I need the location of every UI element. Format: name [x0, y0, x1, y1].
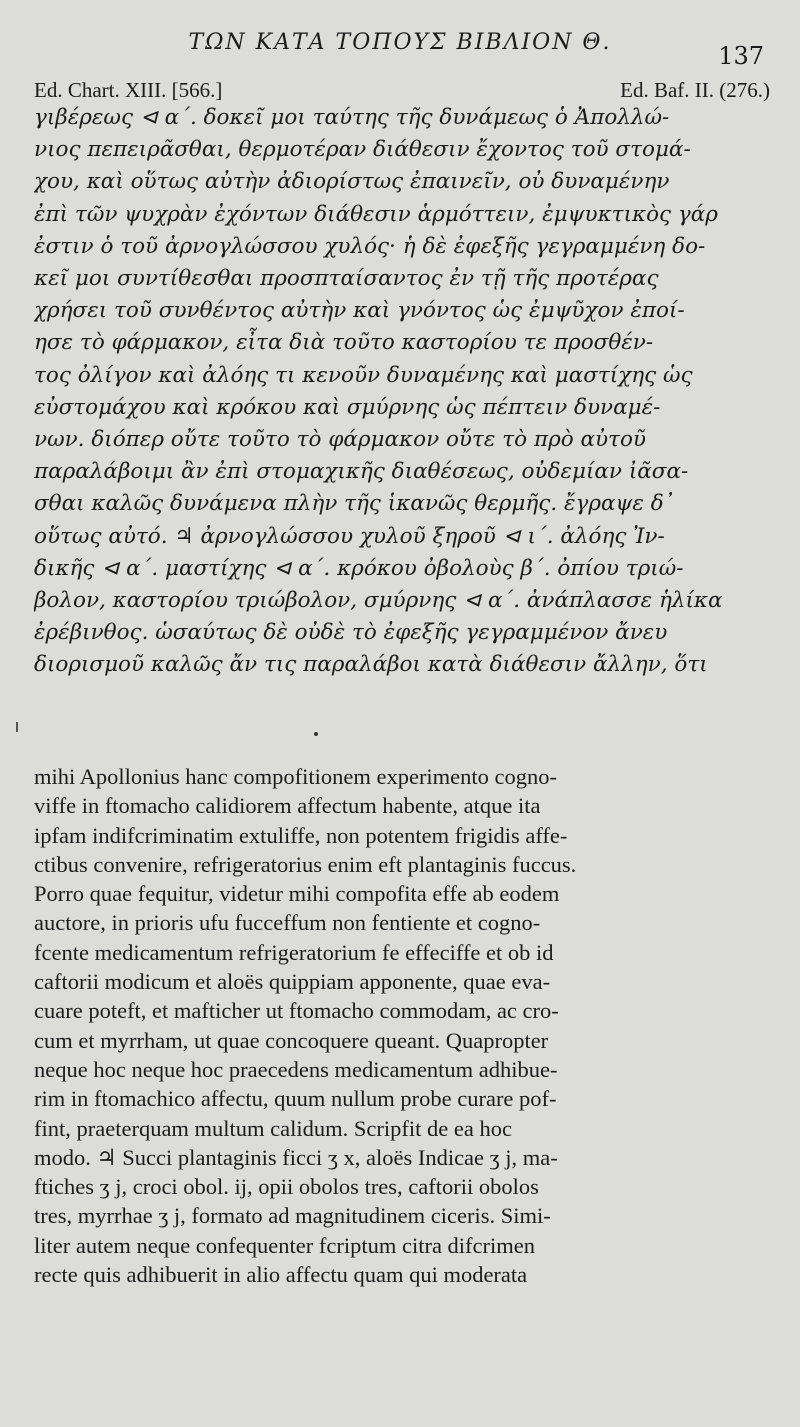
greek-line: διορισμοῦ καλῶς ἄν τις παραλάβοι κατὰ διάθεσιν ἄλλην, ὅτι	[34, 652, 708, 678]
latin-text-block	[34, 762, 770, 1289]
greek-line: χρήσει τοῦ συνθέντος αὐτὴν καὶ γνόντος ὡς ἐμψῦχον ἐποί-	[34, 298, 685, 324]
greek-line: οὕτως αὐτό. ♃ ἀρνογλώσσου χυλοῦ ξηροῦ ⊲ ι΄. ἀλόης Ἰν-	[34, 523, 665, 549]
edition-basel-reference: Ed. Baf. II. (276.)	[620, 78, 770, 102]
latin-line: cum et myrrham, ut quae concoquere queant. Quapropter	[34, 1027, 549, 1053]
greek-line: ησε τὸ φάρμακον, εἶτα διὰ τοῦτο καστορίου τε προσθέν-	[34, 330, 654, 356]
greek-line: τος ὀλίγον καὶ ἀλόης τι κενοῦν δυναμένης καὶ μαστίχης ὡς	[34, 362, 693, 388]
latin-line: fcente medicamentum refrigeratorium fe effeciffe et ob id	[34, 939, 554, 965]
latin-line: modo. ♃ Succi plantaginis ficci ʒ x, aloës Indicae ʒ j, ma-	[34, 1144, 558, 1170]
greek-line: νων. διόπερ οὔτε τοῦτο τὸ φάρμακον οὔτε τὸ πρὸ αὐτοῦ	[34, 427, 646, 453]
latin-line: liter autem neque confequenter fcriptum citra difcrimen	[34, 1232, 536, 1258]
running-title: ΤΩΝ ΚΑΤΑ ΤΟΠΟΥΣ ΒΙΒΛΙΟΝ Θ.	[188, 30, 612, 55]
greek-line: εὐστομάχου καὶ κρόκου καὶ σμύρνης ὡς πέπτειν δυναμέ-	[34, 394, 661, 420]
edition-chart-reference: Ed. Chart. XIII. [566.]	[34, 78, 223, 102]
latin-line: ftiches ʒ j, croci obol. ij, opii obolos tres, caftorii obolos	[34, 1174, 539, 1200]
greek-line: ἐπὶ τῶν ψυχρὰν ἐχόντων διάθεσιν ἁρμόττειν, ἐμψυκτικὸς γάρ	[34, 201, 718, 227]
greek-line: ἐρέβινθος. ὡσαύτως δὲ οὐδὲ τὸ ἐφεξῆς γεγραμμένον ἄνευ	[34, 620, 668, 646]
greek-line: ἐστιν ὁ τοῦ ἀρνογλώσσου χυλός· ἡ δὲ ἐφεξῆς γεγραμμένη δο-	[34, 233, 706, 259]
latin-line: rim in ftomachico affectu, quum nullum probe curare pof-	[34, 1086, 557, 1112]
greek-line: σθαι καλῶς δυνάμενα πλὴν τῆς ἱκανῶς θερμῆς. ἔγραψε δ᾽	[34, 491, 675, 517]
greek-line: δικῆς ⊲ α΄. μαστίχης ⊲ α΄. κρόκου ὀβολοὺς β΄. ὀπίου τριώ-	[34, 555, 684, 581]
greek-line: βολον, καστορίου τριώβολον, σμύρνης ⊲ α΄. ἀνάπλασσε ἡλίκα	[34, 588, 723, 614]
greek-line: κεῖ μοι συντίθεσθαι προσπταίσαντος ἐν τῇ τῆς προτέρας	[34, 266, 659, 292]
latin-line: ctibus convenire, refrigeratorius enim eft plantaginis fuccus.	[34, 851, 577, 877]
latin-line: caftorii modicum et aloës quippiam apponente, quae eva-	[34, 969, 551, 995]
latin-line: recte quis adhibuerit in alio affectu quam qui moderata	[34, 1262, 528, 1288]
page-number: 137	[718, 42, 764, 70]
greek-line: νιος πεπειρᾶσθαι, θερμοτέραν διάθεσιν ἔχοντος τοῦ στομά-	[34, 137, 691, 163]
margin-mark	[16, 722, 18, 732]
latin-line: auctore, in prioris ufu fucceffum non fentiente et cogno-	[34, 910, 541, 936]
latin-line: tres, myrrhae ʒ j, formato ad magnitudinem ciceris. Simi-	[34, 1203, 551, 1229]
latin-line: mihi Apollonius hanc compofitionem experimento cogno-	[34, 764, 558, 789]
latin-line: ipfam indifcriminatim extuliffe, non potentem frigidis affe-	[34, 822, 568, 848]
latin-line: Porro quae fequitur, videtur mihi compofita effe ab eodem	[34, 881, 560, 907]
edition-references	[34, 78, 770, 103]
latin-line: viffe in ftomacho calidiorem affectum habente, atque ita	[34, 793, 541, 819]
greek-text-block	[34, 102, 770, 682]
greek-line: παραλάβοιμι ἂν ἐπὶ στομαχικῆς διαθέσεως, οὐδεμίαν ἰᾶσα-	[34, 459, 689, 485]
ink-dot	[314, 732, 318, 736]
greek-line: γιβέρεως ⊲ α΄. δοκεῖ μοι ταύτης τῆς δυνάμεως ὁ Ἀπολλώ-	[34, 105, 670, 130]
latin-line: cuare poteft, et mafticher ut ftomacho commodam, ac cro-	[34, 998, 559, 1024]
latin-line: fint, praeterquam multum calidum. Scripfit de ea hoc	[34, 1115, 512, 1141]
greek-line: χου, καὶ οὕτως αὐτὴν ἀδιορίστως ἐπαινεῖν, οὐ δυναμένην	[34, 169, 670, 195]
latin-line: neque hoc neque hoc praecedens medicamentum adhibue-	[34, 1056, 558, 1082]
